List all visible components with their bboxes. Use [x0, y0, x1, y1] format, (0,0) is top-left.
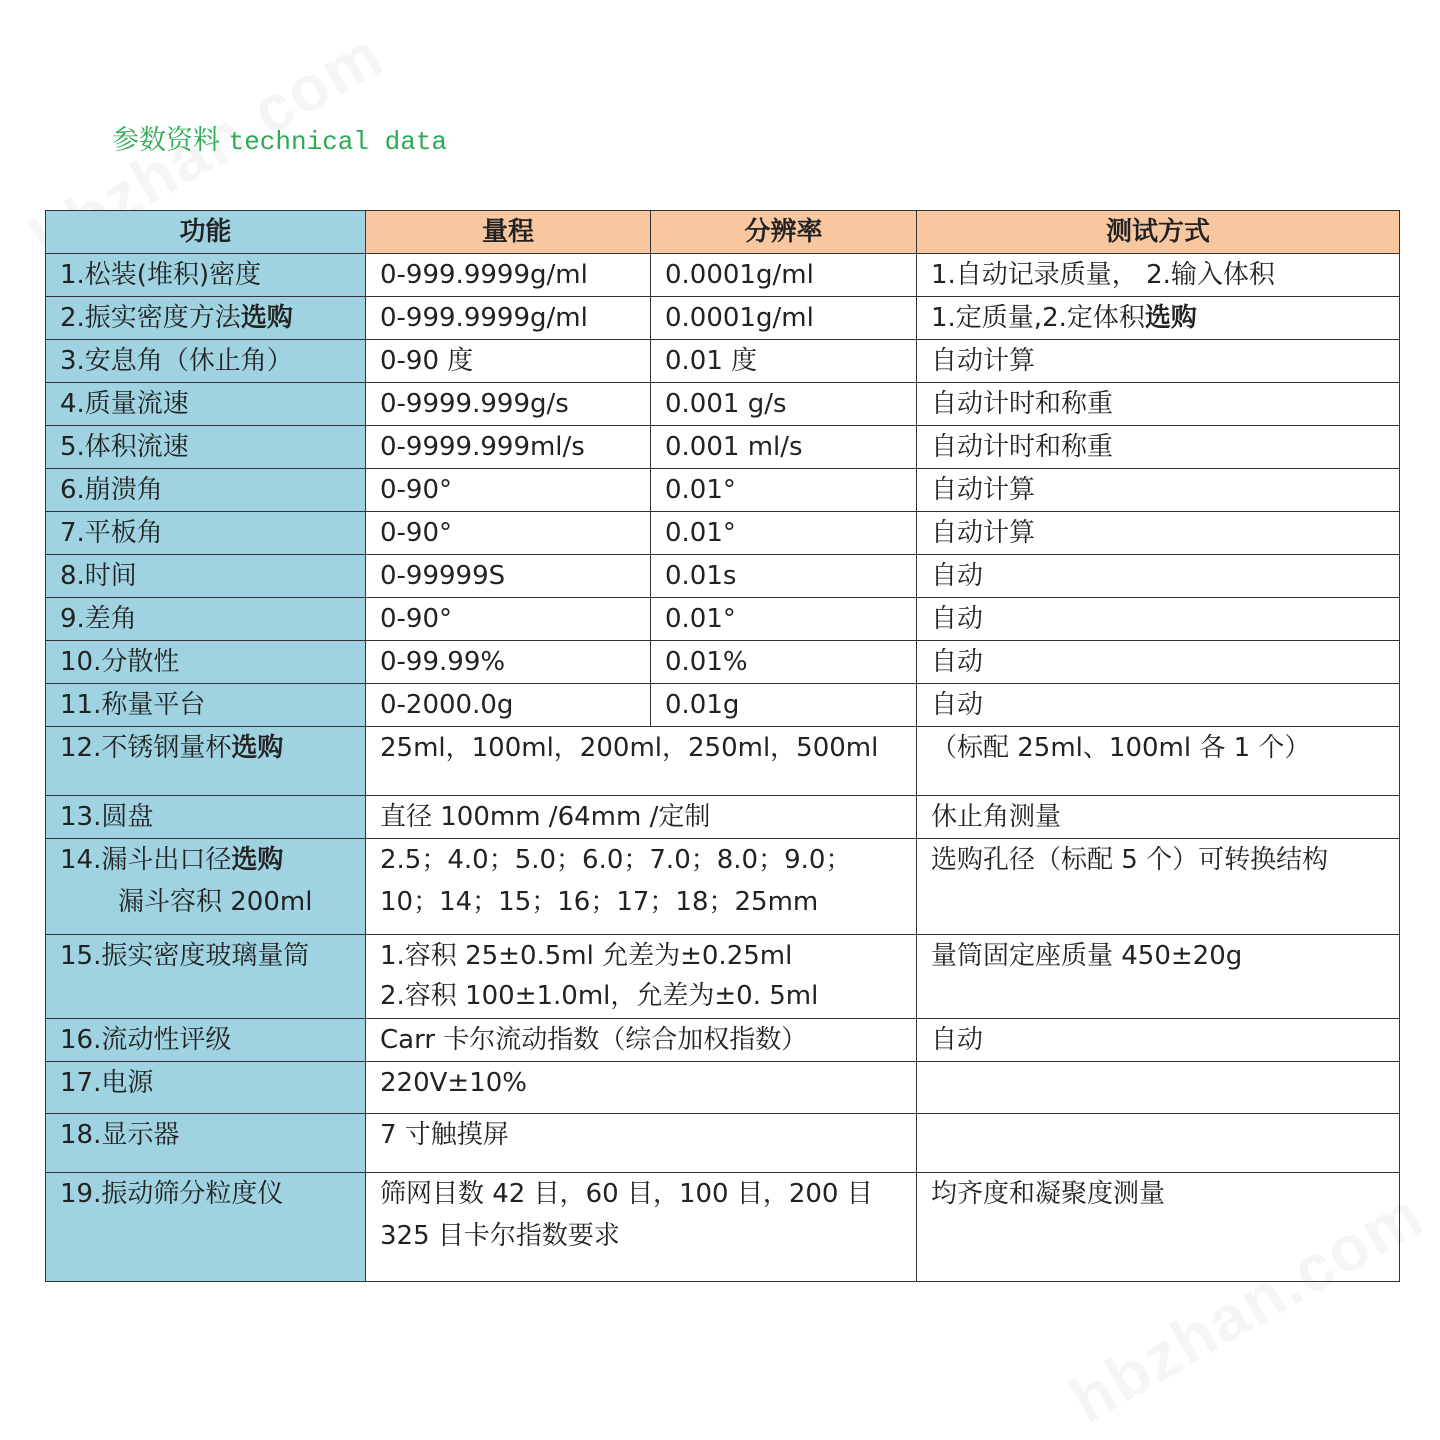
table-row — [46, 684, 1400, 727]
table-row — [46, 297, 1400, 340]
function-text: 12.不锈钢量杯 — [60, 733, 232, 763]
cell-resolution: 0.0001g/ml — [651, 297, 917, 340]
cell-range: 7 寸触摸屏 — [366, 1114, 917, 1173]
cell-function: 3.安息角（休止角） — [46, 340, 366, 383]
cell-method: 自动 — [917, 598, 1400, 641]
cell-range: 220V±10% — [366, 1062, 917, 1114]
cell-range: 25ml，100ml，200ml，250ml，500ml — [366, 727, 917, 796]
cell-method: 自动计时和称重 — [917, 426, 1400, 469]
cell-function: 1.松装(堆积)密度 — [46, 254, 366, 297]
cell-range: 直径 100mm /64mm /定制 — [366, 796, 917, 839]
cell-method: 均齐度和凝聚度测量 — [917, 1173, 1400, 1282]
cell-resolution: 0.001 ml/s — [651, 426, 917, 469]
table-row — [46, 340, 1400, 383]
optional-tag: 选购 — [231, 733, 284, 763]
page-title-zh: 参数资料 — [112, 125, 220, 156]
table-row — [46, 598, 1400, 641]
table-row — [46, 383, 1400, 426]
cell-method: 自动 — [917, 1019, 1400, 1062]
cell-function: 7.平板角 — [46, 512, 366, 555]
cell-method: 量筒固定座质量 450±20g — [917, 935, 1400, 1019]
cell-function: 16.流动性评级 — [46, 1019, 366, 1062]
range-line: 2.5；4.0；5.0；6.0；7.0；8.0；9.0； — [380, 845, 852, 875]
method-text: 1.定质量,2.定体积 — [931, 303, 1145, 333]
table-row — [46, 555, 1400, 598]
page-title — [112, 118, 447, 157]
cell-range: 0-999.9999g/ml — [366, 297, 651, 340]
cell-resolution: 0.01 度 — [651, 340, 917, 383]
cell-range: Carr 卡尔流动指数（综合加权指数） — [366, 1019, 917, 1062]
table-row — [46, 469, 1400, 512]
cell-function: 17.电源 — [46, 1062, 366, 1114]
table-row — [46, 935, 1400, 1019]
cell-function: 5.体积流速 — [46, 426, 366, 469]
cell-range: 0-90° — [366, 512, 651, 555]
cell-range: 0-9999.999ml/s — [366, 426, 651, 469]
cell-method: 自动 — [917, 641, 1400, 684]
cell-function — [46, 297, 366, 340]
cell-function: 8.时间 — [46, 555, 366, 598]
function-subtext: 漏斗容积 200ml — [118, 887, 313, 917]
cell-method: 自动 — [917, 555, 1400, 598]
table-row — [46, 839, 1400, 935]
header-resolution: 分辨率 — [651, 211, 917, 254]
cell-range — [366, 839, 917, 935]
cell-range: 0-99.99% — [366, 641, 651, 684]
header-function: 功能 — [46, 211, 366, 254]
cell-function: 11.称量平台 — [46, 684, 366, 727]
table-row — [46, 1062, 1400, 1114]
cell-resolution: 0.01g — [651, 684, 917, 727]
cell-method: 1.自动记录质量， 2.输入体积 — [917, 254, 1400, 297]
cell-method — [917, 1062, 1400, 1114]
table-row — [46, 1019, 1400, 1062]
optional-tag: 选购 — [240, 303, 293, 333]
cell-range — [366, 1173, 917, 1282]
range-line: 325 目卡尔指数要求 — [380, 1221, 620, 1251]
cell-resolution: 0.01s — [651, 555, 917, 598]
cell-method: （标配 25ml、100ml 各 1 个） — [917, 727, 1400, 796]
cell-range: 0-99999S — [366, 555, 651, 598]
cell-method — [917, 297, 1400, 340]
cell-range: 0-90 度 — [366, 340, 651, 383]
function-text: 14.漏斗出口径 — [60, 845, 232, 875]
table-row — [46, 796, 1400, 839]
range-line: 1.容积 25±0.5ml 允差为±0.25ml — [380, 941, 793, 971]
cell-resolution: 0.01° — [651, 512, 917, 555]
cell-range: 0-90° — [366, 598, 651, 641]
table-row — [46, 254, 1400, 297]
range-line: 2.容积 100±1.0ml，允差为±0. 5ml — [380, 981, 819, 1011]
cell-method: 自动计算 — [917, 469, 1400, 512]
cell-range — [366, 935, 917, 1019]
cell-function — [46, 839, 366, 935]
function-text: 2.振实密度方法 — [60, 303, 241, 333]
cell-function: 4.质量流速 — [46, 383, 366, 426]
table-row — [46, 641, 1400, 684]
table-row — [46, 426, 1400, 469]
optional-tag: 选购 — [1144, 303, 1197, 333]
cell-method — [917, 1114, 1400, 1173]
range-line: 筛网目数 42 目，60 目，100 目，200 目 — [380, 1179, 873, 1209]
table-row — [46, 727, 1400, 796]
cell-resolution: 0.01% — [651, 641, 917, 684]
cell-method: 自动计时和称重 — [917, 383, 1400, 426]
cell-function: 15.振实密度玻璃量筒 — [46, 935, 366, 1019]
cell-range: 0-2000.0g — [366, 684, 651, 727]
cell-function — [46, 727, 366, 796]
header-range: 量程 — [366, 211, 651, 254]
cell-function: 18.显示器 — [46, 1114, 366, 1173]
cell-resolution: 0.01° — [651, 598, 917, 641]
table-row — [46, 1173, 1400, 1282]
range-line: 10；14；15；16；17；18；25mm — [380, 887, 819, 917]
table-row — [46, 512, 1400, 555]
table-row — [46, 1114, 1400, 1173]
header-method: 测试方式 — [917, 211, 1400, 254]
cell-function: 19.振动筛分粒度仪 — [46, 1173, 366, 1282]
cell-method: 自动计算 — [917, 340, 1400, 383]
cell-range: 0-999.9999g/ml — [366, 254, 651, 297]
cell-function: 9.差角 — [46, 598, 366, 641]
table-header-row — [46, 211, 1400, 254]
cell-method: 休止角测量 — [917, 796, 1400, 839]
cell-range: 0-90° — [366, 469, 651, 512]
cell-resolution: 0.001 g/s — [651, 383, 917, 426]
cell-method: 自动 — [917, 684, 1400, 727]
cell-method: 自动计算 — [917, 512, 1400, 555]
page-title-en: technical data — [228, 127, 448, 157]
cell-method: 选购孔径（标配 5 个）可转换结构 — [917, 839, 1400, 935]
cell-resolution: 0.0001g/ml — [651, 254, 917, 297]
cell-range: 0-9999.999g/s — [366, 383, 651, 426]
cell-function: 6.崩溃角 — [46, 469, 366, 512]
cell-function: 10.分散性 — [46, 641, 366, 684]
cell-resolution: 0.01° — [651, 469, 917, 512]
optional-tag: 选购 — [231, 845, 284, 875]
spec-table — [45, 210, 1400, 1282]
cell-function: 13.圆盘 — [46, 796, 366, 839]
